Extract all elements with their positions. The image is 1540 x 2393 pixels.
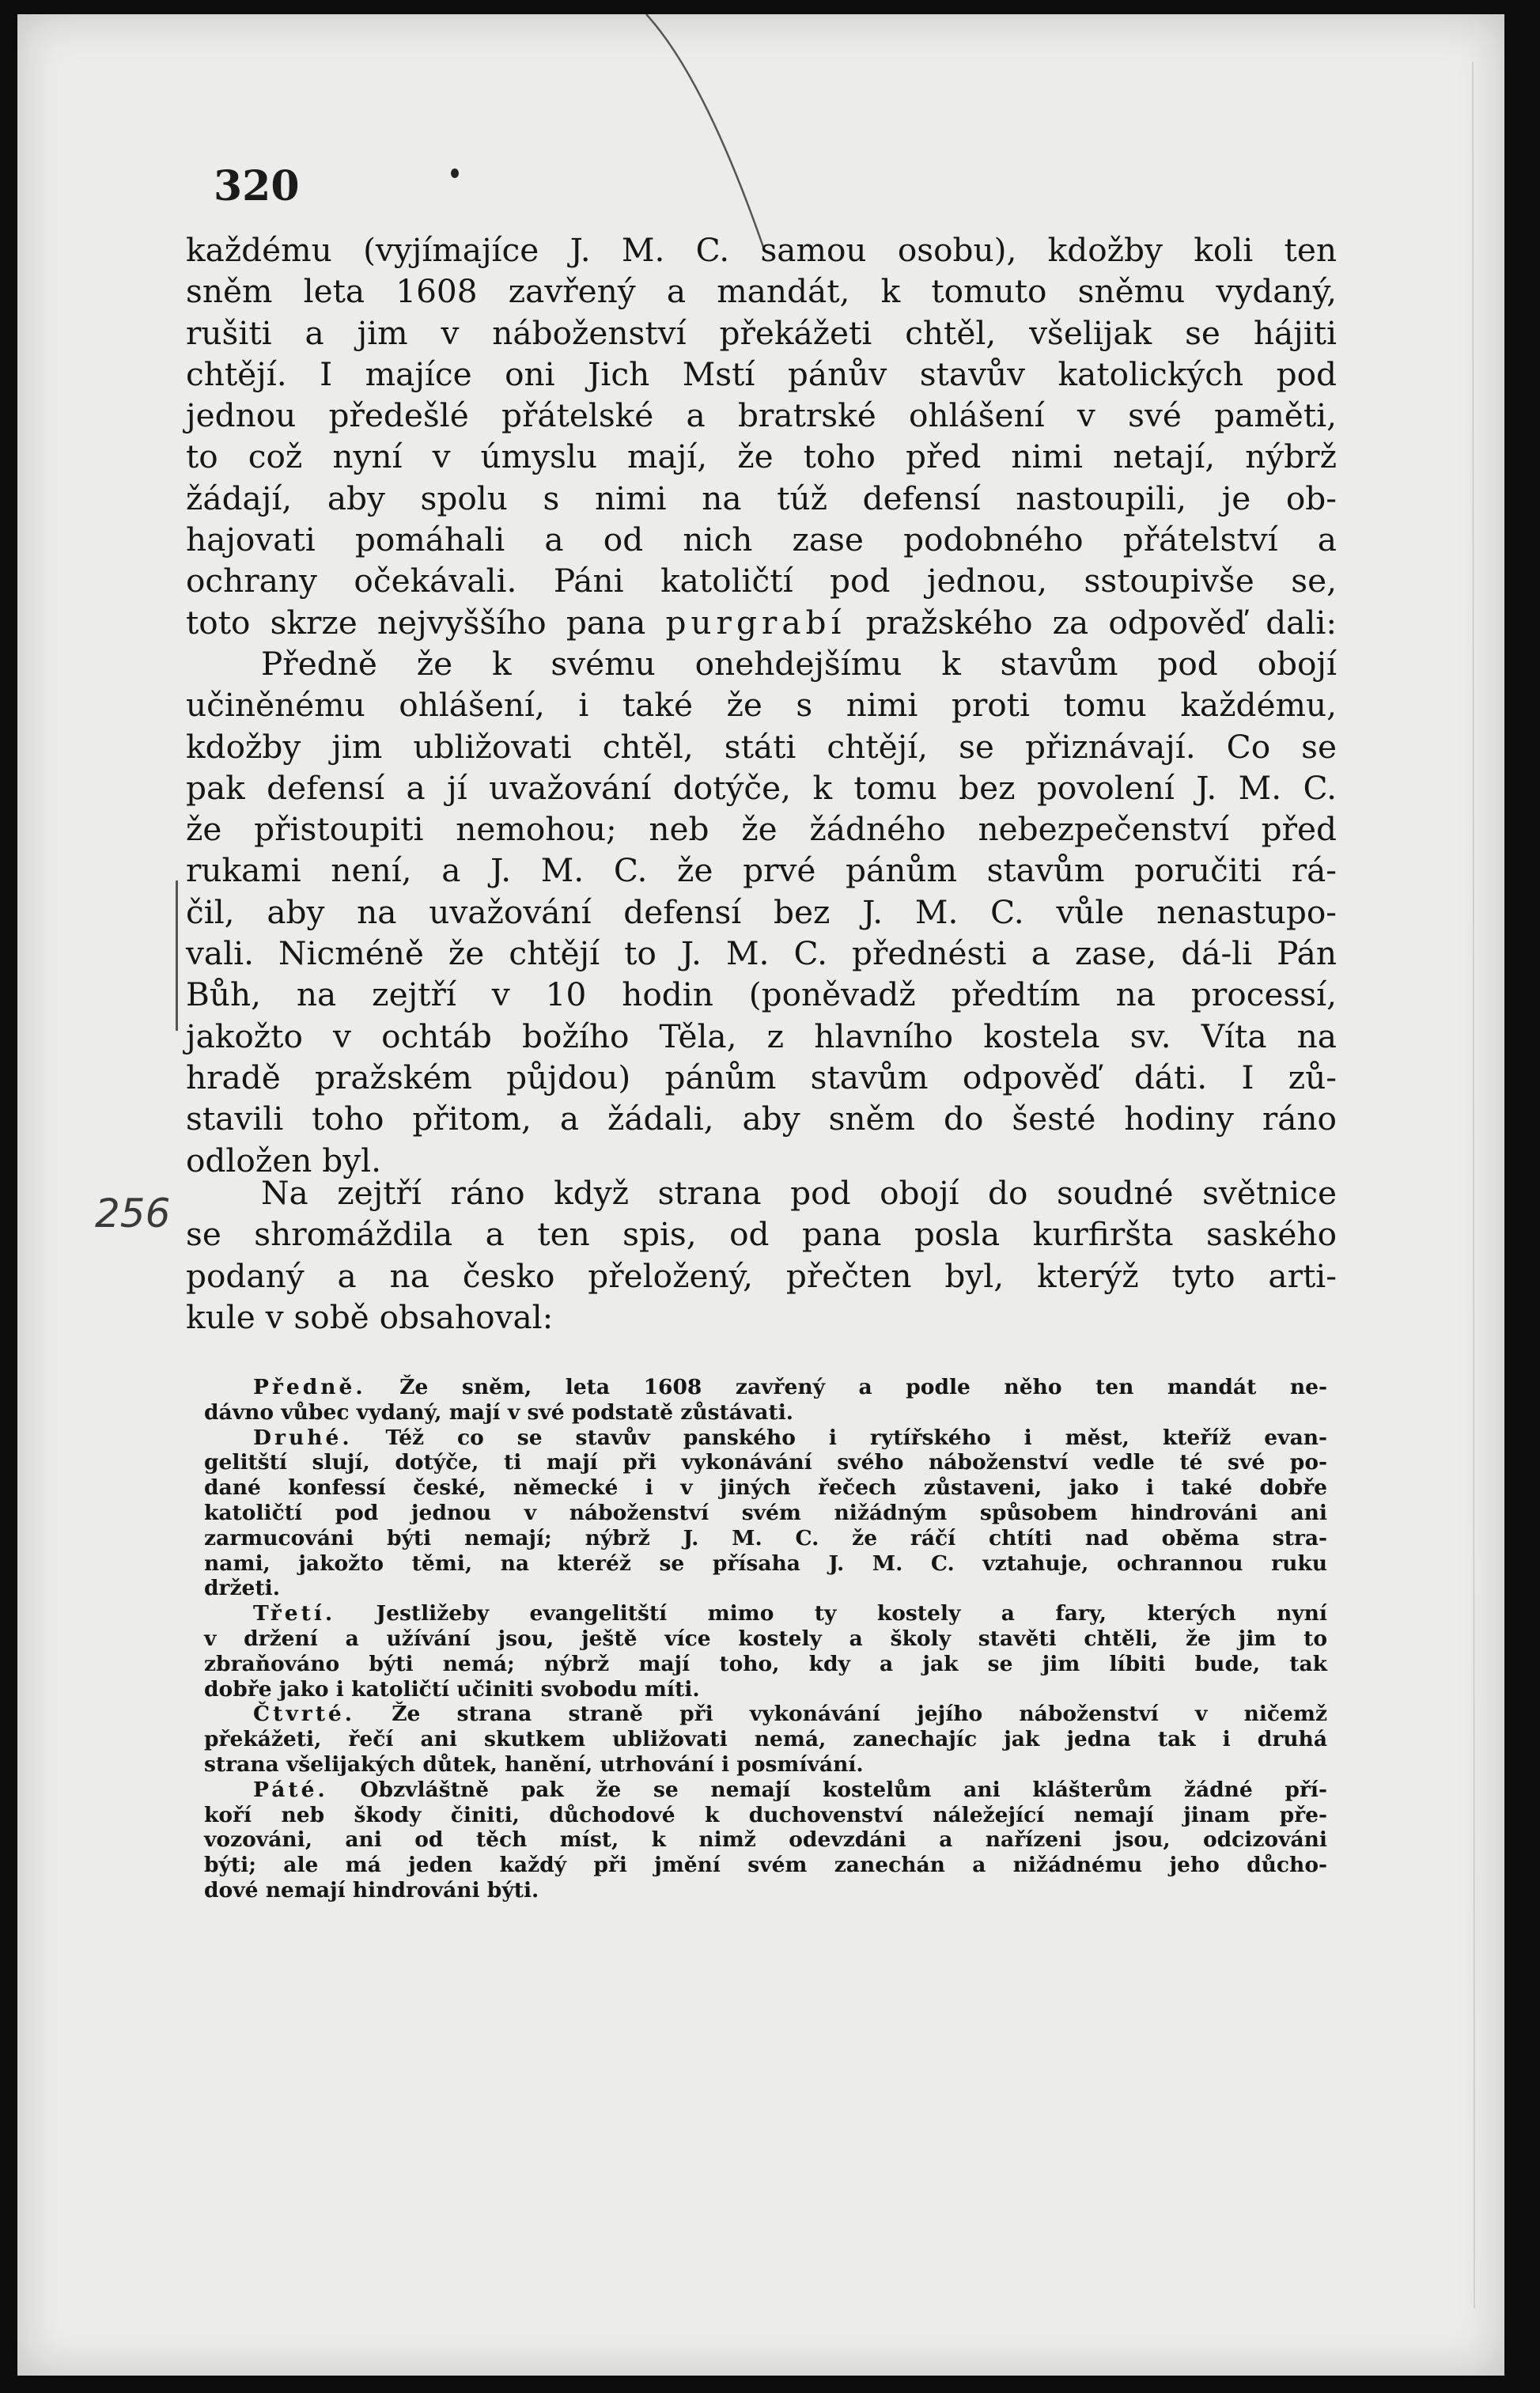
text-line: hajovati pomáhali a od nich zase podobného přátelství a	[186, 521, 1337, 559]
article-text: Obzvláštně pak že se nemají kostelům ani klášterům žádné pří-	[327, 1777, 1327, 1802]
text-line: čil, aby na uvažování defensí bez J. M. C. vůle nenastupo-	[186, 892, 1337, 931]
article-line: dobře jako i katoličtí učiniti svobodu míti.	[204, 1676, 700, 1702]
article-line: dané konfessí české, německé i v jiných řečech zůstaveni, jako i také dobře	[204, 1475, 1327, 1501]
article-text: Že strana straně při vykonávání jejího náboženství v ničemž	[355, 1702, 1327, 1727]
text-line: Bůh, na zejtří v 10 hodin (poněvadž předtím na processí,	[186, 975, 1337, 1014]
text-line: každému (vyjímajíce J. M. C. samou osobu), kdožby koli ten	[186, 231, 1337, 269]
text-segment: toto skrze nejvyššího pana	[186, 603, 666, 642]
articles-list	[204, 1375, 1327, 1903]
article-text: Jestližeby evangelitští mimo ty kostely a fary, kterých nyní	[335, 1601, 1327, 1626]
text-line: sněm leta 1608 zavřený a mandát, k tomuto sněmu vydaný,	[186, 272, 1337, 311]
text-line: vali. Nicméně že chtějí to J. M. C. přednésti a zase, dá-li Pán	[186, 934, 1337, 973]
article-line: vozováni, ani od těch míst, k nimž odevzdáni a nařízeni jsou, odcizováni	[204, 1827, 1327, 1853]
article-line: katoličtí pod jednou v náboženství svém nižádným spůsobem hindrováni ani	[204, 1500, 1327, 1525]
text-line: Předně že k svému onehdejšímu k stavům pod obojí	[261, 644, 1337, 683]
text-line: to což nyní v úmyslu mají, že toho před nimi netají, nýbrž	[186, 437, 1337, 476]
article-heading: Páté.	[253, 1777, 328, 1802]
text-line: kdožby jim ubližovati chtěl, státi chtějí, se přiznávají. Co se	[186, 727, 1337, 766]
article-line: zbraňováno býti nemá; nýbrž mají toho, kdy a jak se jim líbiti bude, tak	[204, 1651, 1327, 1676]
text-segment: pražského za odpověď dali:	[846, 603, 1337, 642]
text-line: jakožto v ochtáb božího Těla, z hlavního kostela sv. Víta na	[186, 1017, 1337, 1055]
text-line: jednou předešlé přátelské a bratrské ohlášení v své paměti,	[186, 396, 1337, 435]
article-line: překážeti, řečí ani skutkem ubližovati nemá, zanechajíc jak jedna tak i druhá	[204, 1727, 1327, 1752]
article-text: Že sněm, leta 1608 zavřený a podle něho ten mandát ne-	[365, 1375, 1327, 1399]
text-line: odložen byl.	[186, 1141, 382, 1179]
body-paragraph-2	[186, 1172, 1337, 1338]
text-line: chtějí. I majíce oni Jich Mstí pánův stavův katolických pod	[186, 354, 1337, 393]
text-line: stavili toho přitom, a žádali, aby sněm do šesté hodiny ráno	[186, 1100, 1337, 1138]
text-line	[186, 602, 1337, 643]
margin-rule	[176, 880, 178, 1031]
text-line: pak defensí a jí uvažování dotýče, k tomu bez povolení J. M. C.	[186, 768, 1337, 807]
article-line	[204, 1375, 1327, 1400]
article-line	[204, 1426, 1327, 1451]
article-line: zarmucováni býti nemají; nýbrž J. M. C. že ráčí chtíti nad oběma stra-	[204, 1525, 1327, 1551]
article-text: Též co se stavův panského i rytířského i měst, kteříž evan-	[352, 1425, 1327, 1450]
article-line: nami, jakožto těmi, na kteréž se přísaha J. M. C. vztahuje, ochrannou ruku	[204, 1551, 1327, 1576]
article-line: koří neb škody činiti, důchodové k duchovenství náležející nemají jinam pře-	[204, 1802, 1327, 1827]
article-heading: Předně.	[253, 1375, 366, 1399]
text-line: žádají, aby spolu s nimi na túž defensí nastoupili, je ob-	[186, 479, 1337, 517]
text-line: rušiti a jim v náboženství překážeti chtěl, všelijak se hájiti	[186, 313, 1337, 352]
article-line: v držení a užívání jsou, ještě více kostely a školy stavěti chtěli, že jim to	[204, 1626, 1327, 1651]
article-heading: Čtvrté.	[253, 1702, 356, 1727]
article-line: býti; ale má jeden každý při jmění svém zanechán a nižádnému jeho důcho-	[204, 1853, 1327, 1878]
article-heading: Druhé.	[253, 1425, 353, 1450]
text-line: že přistoupiti nemohou; neb že žádného nebezpečenství před	[186, 810, 1337, 849]
text-line: se shromáždila a ten spis, od pana posla kurfiršta saského	[186, 1215, 1337, 1254]
article-line: strana všelijakých důtek, hanění, utrhování i posmívání.	[204, 1751, 864, 1777]
article-line: gelitští slují, dotýče, ti mají při vykonávání svého náboženství vedle té své po-	[204, 1450, 1327, 1475]
article-line	[204, 1778, 1327, 1803]
text-line: podaný a na česko přeložený, přečten byl, kterýž tyto arti-	[186, 1256, 1337, 1295]
text-line: rukami není, a J. M. C. že prvé pánům stavům poručiti rá-	[186, 851, 1337, 890]
text-line: Na zejtří ráno když strana pod obojí do soudné světnice	[261, 1174, 1337, 1212]
article-heading: Třetí.	[253, 1601, 336, 1626]
text-line: ochrany očekávali. Páni katoličtí pod jednou, sstoupivše se,	[186, 562, 1337, 600]
body-paragraph-1	[186, 229, 1337, 1181]
article-line	[204, 1702, 1327, 1727]
margin-note: 256	[95, 1191, 171, 1236]
page-number: 320	[214, 162, 300, 210]
text-line: kule v sobě obsahoval:	[186, 1297, 554, 1336]
ink-dot	[451, 168, 459, 178]
text-line: hradě pražském půjdou) pánům stavům odpověď dáti. I zů-	[186, 1058, 1337, 1096]
article-line: dové nemají hindrováni býti.	[204, 1877, 539, 1903]
emphasized-word: purgrabí	[665, 603, 846, 642]
text-line: učiněnému ohlášení, i také že s nimi proti tomu každému,	[186, 686, 1337, 725]
article-line	[204, 1601, 1327, 1626]
article-line: držeti.	[204, 1576, 280, 1601]
article-line: dávno vůbec vydaný, mají v své podstatě zůstávati.	[204, 1399, 794, 1425]
